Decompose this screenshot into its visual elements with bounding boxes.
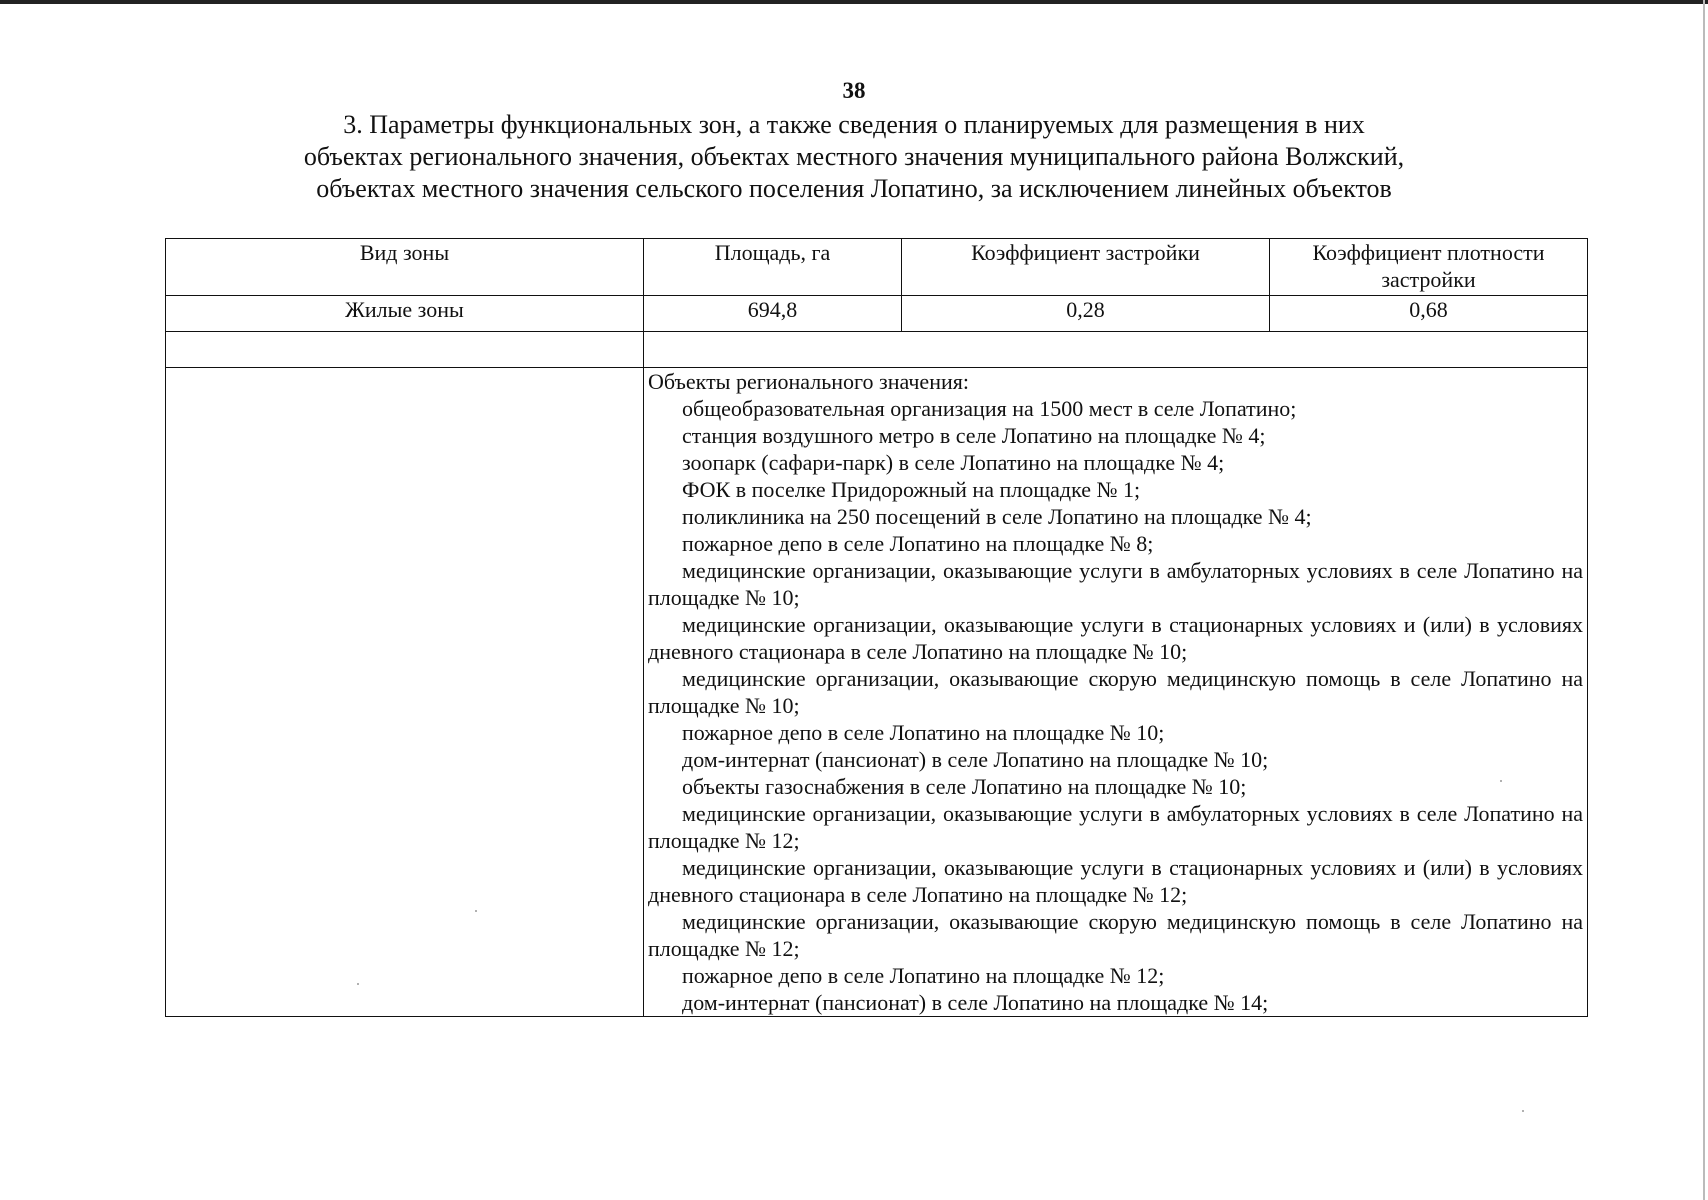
- header-density-coef: Коэффициент плотности застройки: [1270, 239, 1588, 296]
- header-build-coef: Коэффициент застройки: [902, 239, 1270, 296]
- object-item: медицинские организации, оказывающие услуги в амбулаторных условиях в селе Лопатино на площадке № 10;: [648, 558, 1583, 610]
- object-item: пожарное депо в селе Лопатино на площадке № 12;: [682, 963, 1165, 988]
- object-item: станция воздушного метро в селе Лопатино на площадке № 4;: [682, 423, 1266, 448]
- object-item: зоопарк (сафари-парк) в селе Лопатино на площадке № 4;: [682, 450, 1225, 475]
- objects-cell: [644, 368, 1588, 1017]
- empty-cell: [644, 332, 1588, 368]
- heading-line: 3. Параметры функциональных зон, а также сведения о планируемых для размещения в них: [343, 110, 1365, 139]
- objects-list: [648, 395, 1583, 1016]
- object-item: объекты газоснабжения в селе Лопатино на площадке № 10;: [682, 774, 1247, 799]
- section-heading: [200, 109, 1508, 205]
- scan-speck: [1500, 780, 1502, 782]
- scan-speck: [357, 983, 359, 985]
- heading-line: объектах регионального значения, объектах местного значения муниципального района Волжский,: [303, 142, 1405, 171]
- object-item: общеобразовательная организация на 1500 мест в селе Лопатино;: [682, 396, 1297, 421]
- object-item: ФОК в поселке Придорожный на площадке № 1;: [682, 477, 1141, 502]
- empty-cell: [166, 332, 644, 368]
- cell-area: 694,8: [644, 296, 902, 332]
- object-item: дом-интернат (пансионат) в селе Лопатино на площадке № 10;: [682, 747, 1269, 772]
- header-area: Площадь, га: [644, 239, 902, 296]
- objects-row: [166, 368, 1588, 1017]
- zones-table: [165, 238, 1588, 1017]
- scan-right-border: [1703, 0, 1705, 1200]
- object-item: медицинские организации, оказывающие скорую медицинскую помощь в селе Лопатино на площадке № 12;: [648, 909, 1583, 961]
- heading-line: объектах местного значения сельского поселения Лопатино, за исключением линейных объектов: [316, 174, 1392, 203]
- table-row: [166, 296, 1588, 332]
- objects-title: Объекты регионального значения:: [648, 369, 969, 394]
- object-item: медицинские организации, оказывающие услуги в амбулаторных условиях в селе Лопатино на площадке № 12;: [648, 801, 1583, 853]
- object-item: дом-интернат (пансионат) в селе Лопатино на площадке № 14;: [682, 990, 1269, 1015]
- header-zone-type: Вид зоны: [166, 239, 644, 296]
- object-item: медицинские организации, оказывающие услуги в стационарных условиях и (или) в условиях дневного стационара в селе Лопатино на площадке № 10;: [648, 612, 1583, 664]
- object-item: пожарное депо в селе Лопатино на площадке № 10;: [682, 720, 1165, 745]
- table-spacer-row: [166, 332, 1588, 368]
- cell-density-coef: 0,68: [1270, 296, 1588, 332]
- object-item: пожарное депо в селе Лопатино на площадке № 8;: [682, 531, 1154, 556]
- empty-cell: [166, 368, 644, 1017]
- scan-speck: [475, 910, 477, 912]
- object-item: поликлиника на 250 посещений в селе Лопатино на площадке № 4;: [682, 504, 1312, 529]
- cell-build-coef: 0,28: [902, 296, 1270, 332]
- object-item: медицинские организации, оказывающие скорую медицинскую помощь в селе Лопатино на площадке № 10;: [648, 666, 1583, 718]
- table-header-row: [166, 239, 1588, 296]
- page-number: 38: [842, 78, 866, 103]
- scan-speck: [1522, 1110, 1524, 1112]
- cell-zone: Жилые зоны: [166, 296, 644, 332]
- object-item: медицинские организации, оказывающие услуги в стационарных условиях и (или) в условиях дневного стационара в селе Лопатино на площадке № 12;: [648, 855, 1583, 907]
- scan-top-border: [0, 0, 1708, 4]
